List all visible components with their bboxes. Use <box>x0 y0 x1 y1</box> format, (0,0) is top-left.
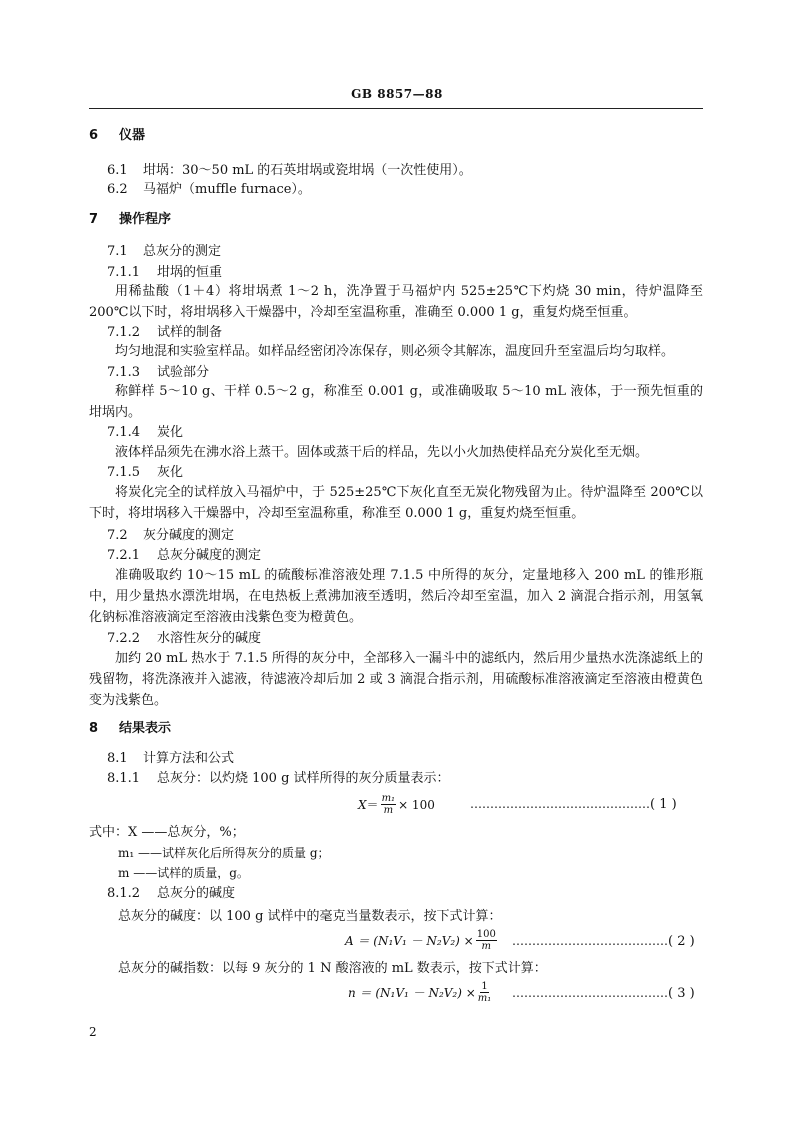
paragraph-text: 用稀盐酸（1＋4）将坩埚煮 1～2 h，洗净置于马福炉内 525±25℃下灼烧 30 min，待炉温降至 200℃以下时，将坩埚移入干燥器中，冷却至室温称重，准确至 0.000 1 g，重复灼烧至恒重。 <box>89 284 703 320</box>
eq-denominator: m <box>383 805 394 816</box>
eq-label: ( 3 ) <box>668 986 695 1001</box>
eq-numerator: m₁ <box>381 793 396 804</box>
eq-numerator: 1 <box>481 981 488 992</box>
item-number: 6.1 <box>107 163 128 178</box>
heading-text: 总灰分的碱度 <box>157 886 236 901</box>
eq-fraction <box>476 929 497 952</box>
item-6-2 <box>107 183 311 196</box>
heading-8-1-2 <box>107 887 235 900</box>
heading-number: 7.1.2 <box>107 325 141 340</box>
eq-lhs: A ＝ (N₁V₁ － N₂V₂) × <box>345 933 474 948</box>
where-label: 式中： <box>89 825 129 840</box>
heading-number: 7.2.2 <box>107 631 141 646</box>
heading-7-1-1 <box>107 266 222 279</box>
heading-number: 7.1.5 <box>107 465 141 480</box>
heading-text: 总灰分的测定 <box>143 244 222 259</box>
heading-number: 8.1.2 <box>107 886 141 901</box>
eq-dots: ……………………………………… <box>470 797 650 811</box>
heading-number: 8.1 <box>107 751 128 766</box>
section-8-heading <box>89 722 171 735</box>
eq-fraction <box>478 981 492 1004</box>
eq-fraction <box>381 793 397 816</box>
paragraph-text: 液体样品须先在沸水浴上蒸干。固体或蒸干后的样品，先以小火加热使样品充分炭化至无烟。 <box>115 445 649 460</box>
paragraph-7-1-3 <box>89 381 703 423</box>
heading-number: 7.2.1 <box>107 548 141 563</box>
paragraph-8-1-2-b: 总灰分的碱指数：以每 9 灰分的 1 N 酸溶液的 mL 数表示，按下式计算： <box>118 961 547 976</box>
paragraph-text: 准确吸取约 10～15 mL 的硫酸标准溶液处理 7.1.5 中所得的灰分，定量地移入 200 mL 的锥形瓶中，用少量热水漂洗坩埚，在电热板上煮沸加液至透明，然后冷却至室温，加入 2 滴混合指示剂，用氢氧化钠标准溶液滴定至溶液由浅紫色变为橙黄色。 <box>89 568 703 625</box>
equation-3-leader <box>512 987 695 1000</box>
item-6-1 <box>107 164 472 177</box>
heading-7-2-1 <box>107 549 261 562</box>
heading-7-1-2 <box>107 326 222 339</box>
paragraph-text: 称鲜样 5～10 g、干样 0.5～2 g，称准至 0.001 g，或准确吸取 5～10 mL 液体，于一预先恒重的坩埚内。 <box>89 384 703 420</box>
paragraph-text: 均匀地混和实验室样品。如样品经密闭冷冻保存，则必须令其解冻，温度回升至室温后均匀取样。 <box>115 344 675 359</box>
item-text: 坩埚：30～50 mL 的石英坩埚或瓷坩埚（一次性使用）。 <box>143 163 472 178</box>
heading-number: 7.1.4 <box>107 425 141 440</box>
eq-lhs: n ＝ (N₁V₁ － N₂V₂) × <box>348 985 476 1000</box>
heading-text: 总灰分：以灼烧 100 g 试样所得的灰分质量表示： <box>157 771 450 786</box>
page-number: 2 <box>89 1025 97 1039</box>
heading-7-2 <box>107 529 234 542</box>
heading-8-1 <box>107 752 234 765</box>
paragraph-7-1-4 <box>89 442 703 463</box>
paragraph-7-1-1 <box>89 281 703 323</box>
equation-1 <box>358 793 435 816</box>
where-clause <box>89 826 245 839</box>
page-header: GB 8857—88 <box>351 87 443 101</box>
heading-text: 试验部分 <box>157 365 210 380</box>
heading-8-1-1 <box>107 772 450 785</box>
section-number: 7 <box>89 212 99 227</box>
heading-7-1-3 <box>107 366 209 379</box>
paragraph-7-2-2 <box>89 648 703 711</box>
eq-denominator: m₁ <box>477 993 492 1004</box>
paragraph-7-2-1 <box>89 565 703 628</box>
where-item-3: m ——试样的质量，g。 <box>118 866 249 880</box>
paragraph-8-1-2-a: 总灰分的碱度：以 100 g 试样中的毫克当量数表示，按下式计算： <box>118 909 502 924</box>
heading-number: 7.1.1 <box>107 265 141 280</box>
section-7-heading <box>89 213 171 226</box>
eq-dots: ………………………………… <box>512 986 668 1000</box>
eq-sign: ＝ <box>366 797 379 812</box>
heading-number: 7.1.3 <box>107 365 141 380</box>
heading-text: 灰化 <box>157 465 184 480</box>
section-6-heading <box>89 129 145 142</box>
heading-text: 坩埚的恒重 <box>157 265 223 280</box>
where-item-2: m₁ ——试样灰化后所得灰分的质量 g； <box>118 846 330 860</box>
heading-text: 总灰分碱度的测定 <box>157 548 262 563</box>
heading-7-1-4 <box>107 426 183 439</box>
equation-1-leader <box>470 798 677 811</box>
paragraph-text: 加约 20 mL 热水于 7.1.5 所得的灰分中，全部移入一漏斗中的滤纸内，然后用少量热水洗涤滤纸上的残留物，将洗涤液并入滤液，待滤液冷却后加 2 或 3 滴混合指示剂，用硫酸标准溶液滴定至溶液由橙黄色变为浅紫色。 <box>89 651 703 708</box>
section-title: 仪器 <box>119 128 146 143</box>
heading-7-1-5 <box>107 466 183 479</box>
eq-denominator: m <box>481 941 492 952</box>
heading-number: 8.1.1 <box>107 771 141 786</box>
eq-lhs: X <box>358 797 367 812</box>
eq-rhs: × 100 <box>398 797 435 812</box>
heading-number: 7.2 <box>107 528 128 543</box>
equation-2 <box>345 929 499 952</box>
eq-numerator: 100 <box>476 929 496 940</box>
where-item-1: X ——总灰分，%； <box>128 825 245 840</box>
section-number: 6 <box>89 128 99 143</box>
equation-2-leader <box>512 935 695 948</box>
heading-text: 灰分碱度的测定 <box>143 528 235 543</box>
equation-3 <box>348 981 493 1004</box>
item-number: 6.2 <box>107 182 128 197</box>
heading-text: 计算方法和公式 <box>143 751 235 766</box>
section-number: 8 <box>89 721 99 736</box>
heading-text: 水溶性灰分的碱度 <box>157 631 262 646</box>
heading-7-1 <box>107 245 221 258</box>
section-title: 操作程序 <box>119 212 172 227</box>
heading-number: 7.1 <box>107 244 128 259</box>
section-title: 结果表示 <box>119 721 172 736</box>
paragraph-7-1-5 <box>89 482 703 524</box>
heading-7-2-2 <box>107 632 261 645</box>
paragraph-text: 将炭化完全的试样放入马福炉中，于 525±25℃下灰化直至无炭化物残留为止。待炉温降至 200℃以下时，将坩埚移入干燥器中，冷却至室温称重，称准至 0.000 1 g，重复灼烧至恒重。 <box>89 485 703 521</box>
eq-dots: ………………………………… <box>512 934 668 948</box>
heading-text: 炭化 <box>157 425 184 440</box>
heading-text: 试样的制备 <box>157 325 223 340</box>
eq-label: ( 1 ) <box>650 797 677 812</box>
item-text: 马福炉（muffle furnace）。 <box>143 182 311 197</box>
paragraph-7-1-2 <box>89 341 703 362</box>
eq-label: ( 2 ) <box>668 934 695 949</box>
header-rule <box>89 108 703 109</box>
